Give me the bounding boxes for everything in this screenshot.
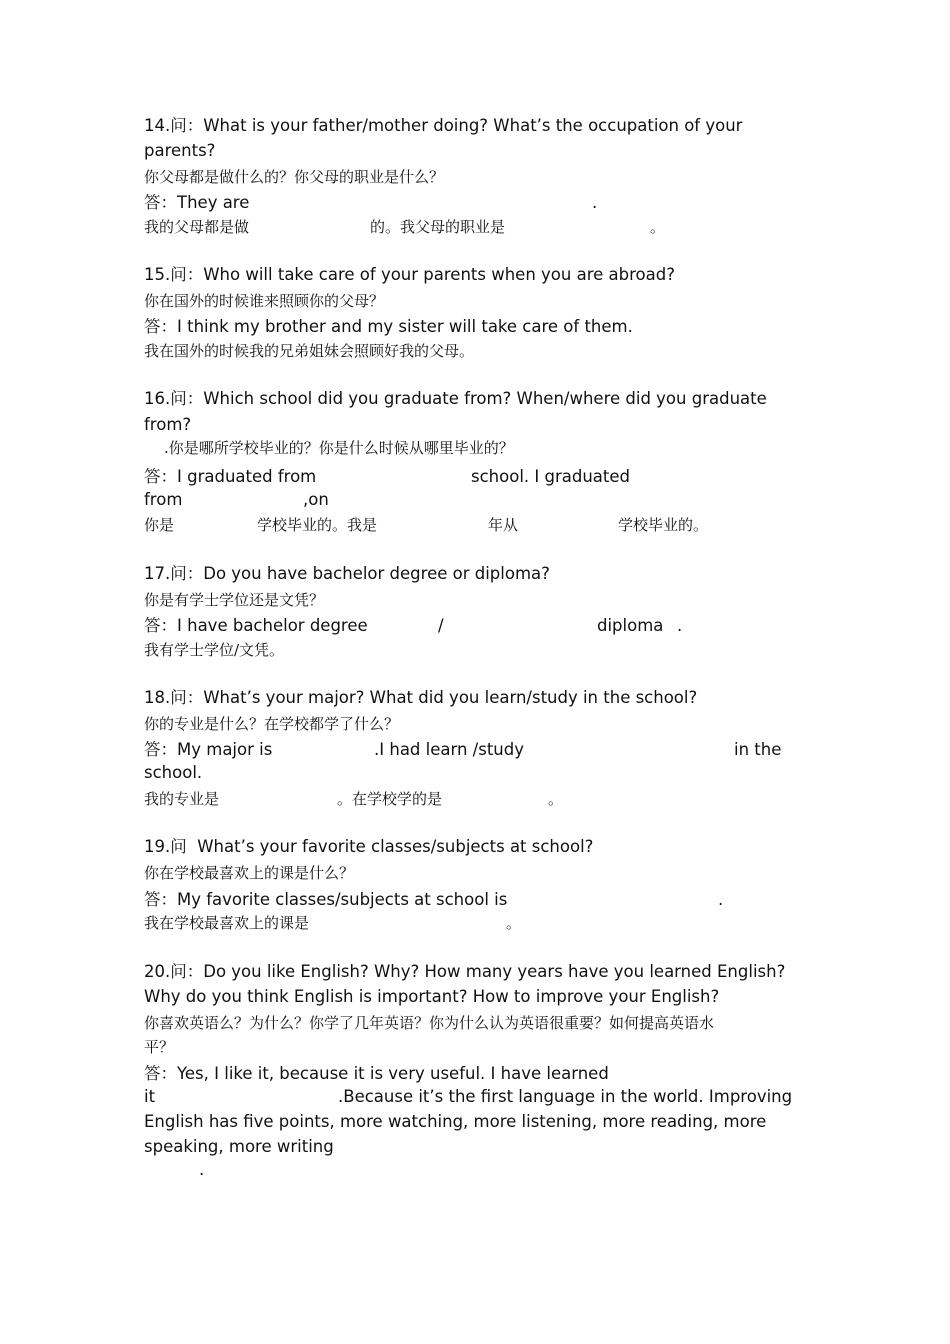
question-20-text-line-1: 20.问：Do you like English? Why? How many years have you learned English? [144, 962, 786, 981]
question-19-text: 19.问 What’s your favorite classes/subjects at school? [144, 837, 594, 856]
question-18-text: 18.问：What’s your major? What did you learn/study in the school? [144, 688, 698, 707]
question-17-chinese: 你是有学士学位还是文凭？ [144, 591, 325, 609]
answer-15-text: 答：I think my brother and my sister will take care of them. [144, 317, 633, 336]
question-16-chinese: .你是哪所学校毕业的？你是什么时候从哪里毕业的？ [164, 439, 514, 457]
answer-18-part-2: .I had learn /study [374, 740, 525, 759]
answer-18-chinese-part-1: 我的专业是 [144, 790, 220, 808]
question-20-chinese-line-1: 你喜欢英语么？为什么？你学了几年英语？你为什么认为英语很重要？如何提高英语水 [144, 1014, 715, 1032]
answer-17-period: . [677, 616, 683, 635]
answer-19-period: . [718, 890, 724, 909]
answer-17-part-1: 答：I have bachelor degree [144, 616, 368, 635]
answer-16-part-1: 答：I graduated from [144, 467, 317, 486]
answer-16-chinese-part-1: 你是 [144, 516, 175, 534]
answer-17-slash: / [438, 616, 444, 635]
answer-14-chinese-part-2: 的。我父母的职业是 [370, 218, 506, 236]
question-14-text-line-2: parents? [144, 141, 216, 160]
answer-19-part-1: 答：My favorite classes/subjects at school is [144, 890, 508, 909]
answer-18-part-3: in the [734, 740, 782, 759]
answer-14-chinese-part-3: 。 [650, 218, 666, 236]
answer-17-chinese: 我有学士学位/文凭。 [144, 641, 285, 659]
question-16-text-line-2: from? [144, 415, 192, 434]
answer-16-chinese-part-3: 年从 [488, 516, 519, 534]
question-15-chinese: 你在国外的时候谁来照顾你的父母？ [144, 292, 385, 310]
answer-20-period: . [199, 1160, 205, 1179]
question-16-text-line-1: 16.问：Which school did you graduate from? When/where did you graduate [144, 389, 767, 408]
question-20-text-line-2: Why do you think English is important? How to improve your English? [144, 987, 720, 1006]
answer-16-chinese-part-4: 学校毕业的。 [618, 516, 709, 534]
question-17-text: 17.问：Do you have bachelor degree or diploma? [144, 564, 550, 583]
question-14-text-line-1: 14.问：What is your father/mother doing? What’s the occupation of your [144, 116, 743, 135]
answer-17-diploma: diploma [597, 616, 664, 635]
answer-14-period: . [592, 193, 598, 212]
question-20-chinese-line-2: 平？ [144, 1038, 175, 1056]
answer-20-line-3: English has five points, more watching, more listening, more reading, more [144, 1112, 767, 1131]
answer-20-line-1: 答：Yes, I like it, because it is very useful. I have learned [144, 1064, 609, 1083]
answer-16-chinese-part-2: 学校毕业的。我是 [257, 516, 378, 534]
answer-15-chinese: 我在国外的时候我的兄弟姐妹会照顾好我的父母。 [144, 342, 475, 360]
answer-14-text: 答：They are [144, 193, 250, 212]
answer-20-line-2-start: it [144, 1087, 156, 1106]
question-18-chinese: 你的专业是什么？在学校都学了什么？ [144, 715, 400, 733]
answer-16-part-2: school. I graduated [471, 467, 631, 486]
answer-20-line-2-end: .Because it’s the first language in the world. Improving [338, 1087, 793, 1106]
answer-16-part-3: from [144, 490, 183, 509]
question-14-chinese: 你父母都是做什么的？你父母的职业是什么？ [144, 168, 445, 186]
question-15-text: 15.问：Who will take care of your parents when you are abroad? [144, 265, 675, 284]
answer-18-part-1: 答：My major is [144, 740, 273, 759]
answer-20-line-4: speaking, more writing [144, 1137, 334, 1156]
answer-18-chinese-part-2: 。在学校学的是 [337, 790, 443, 808]
answer-18-chinese-part-3: 。 [548, 790, 564, 808]
answer-16-part-4: ,on [303, 490, 329, 509]
answer-18-part-4: school. [144, 763, 203, 782]
answer-19-chinese-part-1: 我在学校最喜欢上的课是 [144, 914, 310, 932]
question-19-chinese: 你在学校最喜欢上的课是什么？ [144, 864, 355, 882]
answer-14-chinese-part-1: 我的父母都是做 [144, 218, 250, 236]
answer-19-chinese-part-2: 。 [506, 914, 522, 932]
